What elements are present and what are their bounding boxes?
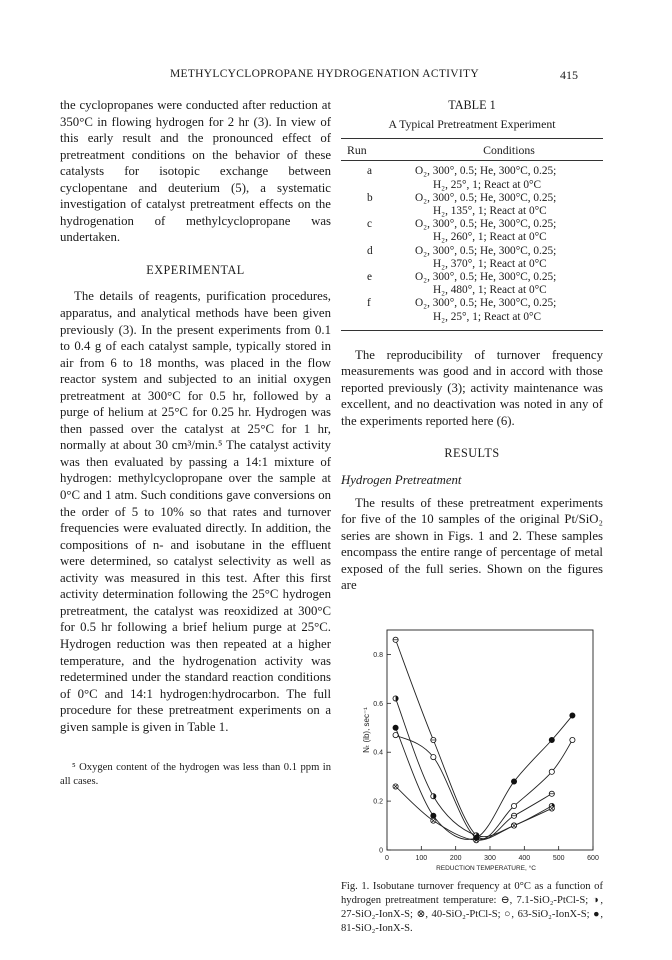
table-header-row <box>341 139 603 161</box>
y-tick-label: 0.2 <box>373 798 383 806</box>
data-point <box>393 696 398 701</box>
table-row <box>341 192 603 218</box>
table-cell-run: d <box>367 244 373 257</box>
figure-1-chart <box>341 622 603 872</box>
condition-line: O₂, 300°, 0.5; He, 300°C, 0.25; <box>415 165 557 178</box>
page-number: 415 <box>560 68 578 82</box>
left-column <box>60 97 331 800</box>
table-cell-conditions <box>415 192 603 218</box>
filled-circle-marker <box>549 737 554 742</box>
filled-circle-marker <box>474 835 479 840</box>
chart-points <box>393 637 575 843</box>
condition-line: H₂, 370°, 1; React at 0°C <box>433 257 547 270</box>
table-cell-conditions <box>415 245 603 271</box>
filled-circle-marker <box>431 813 436 818</box>
right-paragraph-1: The reproducibility of turnover frequency measurements was good and in accord with those reported previously (3); activity maintenance was excellent, and no deactivation was noted in any of the experiments reported here (6). <box>341 347 603 428</box>
subsection-heading: Hydrogen Pretreatment <box>341 473 462 488</box>
data-point <box>549 737 554 742</box>
plot-frame <box>387 630 593 850</box>
data-point <box>511 803 516 808</box>
x-tick-label: 600 <box>587 855 599 862</box>
table-cell-conditions <box>415 161 603 192</box>
table-row <box>341 271 603 297</box>
x-tick-label: 300 <box>484 855 496 862</box>
data-point <box>570 713 575 718</box>
circle-marker <box>511 803 516 808</box>
table-row <box>341 297 603 330</box>
y-tick-label: 0.8 <box>373 651 383 659</box>
data-point <box>431 755 436 760</box>
data-point <box>393 784 398 789</box>
data-point <box>393 637 398 642</box>
right-column <box>341 97 603 594</box>
table-cell-conditions <box>415 297 603 330</box>
column-header-conditions: Conditions <box>483 143 535 158</box>
circle-marker <box>431 755 436 760</box>
y-tick-label: 0.4 <box>373 749 383 757</box>
data-point <box>431 737 436 742</box>
figure-caption: Fig. 1. Isobutane turnover frequency at 0°C as a function of hydrogen pretreatment temperature: ⊖, 7.1-SiO₂-PtCl-S; ◑, 27-SiO₂-IonX-S; ⊗, 40-SiO₂-PtCl-S; ○, 63-SiO₂-IonX-S; ●, 81-SiO₂-IonX-S. <box>341 881 603 934</box>
column-header-run: Run <box>347 143 367 158</box>
circle-marker <box>393 733 398 738</box>
table-cell-run: b <box>367 191 373 204</box>
table-cell-run: e <box>367 270 373 283</box>
condition-line: H₂, 25°, 1; React at 0°C <box>433 310 542 323</box>
figure-1 <box>341 622 603 872</box>
data-point <box>474 835 479 840</box>
filled-circle-marker <box>570 713 575 718</box>
data-point <box>511 813 516 818</box>
table-cell-conditions <box>415 218 603 244</box>
footnote: ⁵ Oxygen content of the hydrogen was less than 0.1 ppm in all cases. <box>60 762 331 788</box>
table-cell-run: c <box>367 218 373 231</box>
x-axis-label: REDUCTION TEMPERATURE, °C <box>436 865 536 872</box>
circle-marker <box>549 769 554 774</box>
left-paragraph-2: The details of reagents, purification procedures, apparatus, and analytical methods have been given previously (3). In the present experiments from 0.1 to 0.4 g of each catalyst sample, typically stored in air from 6 to 18 months, was placed in the flow reactor system and subjected to an initial oxygen pretreatment at 300°C for 0.5 hr, followed by a purge of helium at 25°C for 0.25 hr. Hydrogen was then passed over the catalyst at 25°C for 1 hr, normally at about 30 cm³/min.⁵ The catalyst activity was then evaluated by passing a 14:1 mixture of hydrogen: methylcyclopropane over the sample at 0°C and 1 atm. Such conditions gave conversions on the order of 5 to 10% so that rates and turnover frequencies were evaluated directly. In addition, the compositions of n- and isobutane in the effluent were determined, so catalyst selectivity as well as activity was measured in this test. After this first activity determination following the 25°C hydrogen pretreatment, the catalyst was reoxidized at 300°C for 0.5 hr following a brief helium purge at 25°C. Hydrogen reduction was then repeated at a higher temperature, and the hydrogenation activity was redetermined under the standard reaction conditions of 0°C and 14:1 hydrogen:hydrocarbon. The full procedure for these pretreatment experiments on a given sample is given in Table 1. <box>60 289 331 734</box>
x-tick-label: 100 <box>415 855 428 862</box>
condition-line: O₂, 300°, 0.5; He, 300°C, 0.25; <box>415 270 557 283</box>
y-axis-label: Nₜ (ib), sec⁻¹ <box>362 707 371 753</box>
table-row <box>341 218 603 244</box>
right-paragraph-2: The results of these pretreatment experiments for five of the 10 samples of the original Pt/SiO₂ series are shown in Figs. 1 and 2. These samples encompass the entire range of percentage of metal exposed of the full series. Shown on the figures are <box>341 495 603 593</box>
filled-circle-marker <box>393 725 398 730</box>
table-row <box>341 245 603 271</box>
data-point <box>511 779 516 784</box>
data-point <box>393 733 398 738</box>
y-tick-label: 0.6 <box>373 700 383 708</box>
condition-line: O₂, 300°, 0.5; He, 300°C, 0.25; <box>415 297 557 310</box>
pretreatment-table <box>341 138 603 331</box>
section-heading-results: RESULTS <box>444 446 500 461</box>
series-line <box>396 735 573 839</box>
data-point <box>431 818 436 823</box>
x-tick-label: 200 <box>449 855 462 862</box>
data-point <box>549 791 554 796</box>
x-tick-label: 0 <box>385 855 389 862</box>
x-tick-label: 500 <box>552 855 565 862</box>
table-cell-run: f <box>367 297 371 310</box>
condition-line: O₂, 300°, 0.5; He, 300°C, 0.25; <box>415 218 557 231</box>
table-row <box>341 161 603 192</box>
condition-line: H₂, 260°, 1; React at 0°C <box>433 231 547 244</box>
table-title: TABLE 1 <box>448 98 496 112</box>
chart-axes <box>373 630 599 862</box>
left-paragraph-1: the cyclopropanes were conducted after reduction at 350°C in flowing hydrogen for 2 hr (3). In view of this early result and the pronounced effect of pretreatment conditions on the behavior of these catalysts for isotopic exchange between cyclopentane and deuterium (5), a systematic investigation of catalyst pretreatment effects on the hydrogenation of methylcyclopropane was undertaken. <box>60 98 331 245</box>
y-tick-label: 0 <box>379 847 383 855</box>
data-point <box>511 823 516 828</box>
x-tick-label: 400 <box>518 855 531 862</box>
condition-line: O₂, 300°, 0.5; He, 300°C, 0.25; <box>415 191 557 204</box>
condition-line: H₂, 135°, 1; React at 0°C <box>433 204 547 217</box>
condition-line: H₂, 480°, 1; React at 0°C <box>433 284 547 297</box>
section-heading-experimental: EXPERIMENTAL <box>146 262 245 277</box>
condition-line: O₂, 300°, 0.5; He, 300°C, 0.25; <box>415 244 557 257</box>
running-title: METHYLCYCLOPROPANE HYDROGENATION ACTIVITY <box>170 68 479 80</box>
circle-marker <box>570 737 575 742</box>
series-line <box>396 698 552 836</box>
table-caption: A Typical Pretreatment Experiment <box>388 116 556 131</box>
data-point <box>431 813 436 818</box>
data-point <box>549 806 554 811</box>
data-point <box>431 794 436 799</box>
chart-curves <box>396 640 573 840</box>
data-point <box>570 737 575 742</box>
table-cell-conditions <box>415 271 603 297</box>
data-point <box>393 725 398 730</box>
filled-circle-marker <box>511 779 516 784</box>
table-cell-run: a <box>367 165 373 178</box>
condition-line: H₂, 25°, 1; React at 0°C <box>433 178 542 191</box>
data-point <box>549 769 554 774</box>
